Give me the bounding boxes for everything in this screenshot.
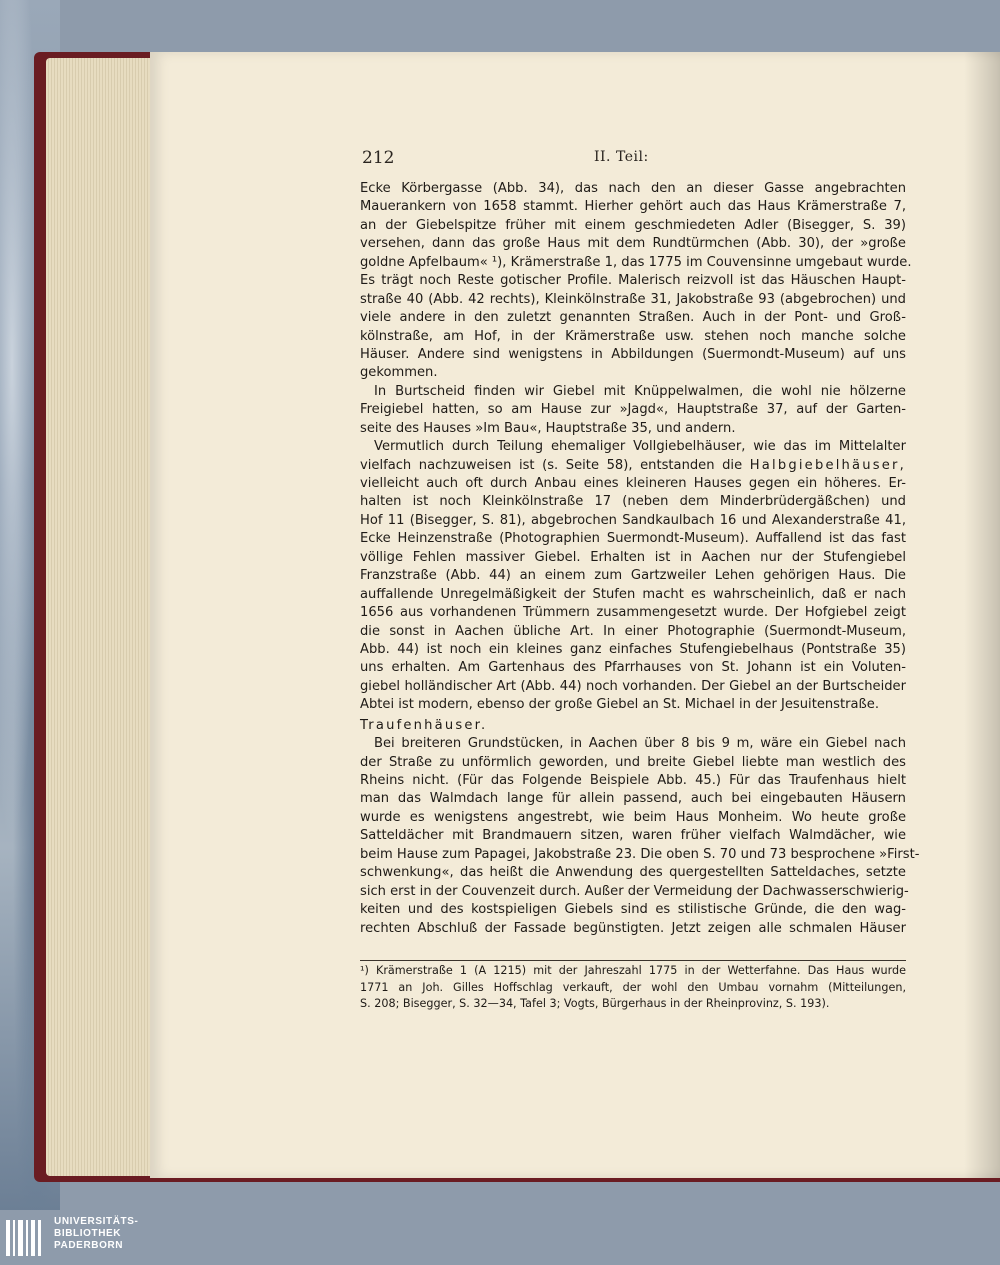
text-line: Ecke Heinzenstraße (Photographien Suermondt-Museum). Auffallend ist das fast xyxy=(360,531,906,547)
text-line: an der Giebelspitze früher mit einem geschmiedeten Adler (Bisegger, S. 39) xyxy=(360,217,906,233)
text-line: völlige Fehlen massiver Giebel. Erhalten ist in Aachen nur der Stufengiebel xyxy=(360,549,906,565)
page-stack xyxy=(46,58,156,1176)
text-line: Hof 11 (Bisegger, S. 81), abgebrochen Sandkaulbach 16 und Alexanderstraße 41, xyxy=(360,512,906,528)
text-line: uns erhalten. Am Gartenhaus des Pfarrhauses von St. Johann ist ein Voluten- xyxy=(360,660,906,676)
library-name-line: UNIVERSITÄTS- xyxy=(54,1216,139,1227)
text-line: Freigiebel hatten, so am Hause zur »Jagd«, Hauptstraße 37, auf der Garten- xyxy=(360,402,906,418)
text-line: rechten Abschluß der Fassade begünstigten. Jetzt zeigen alle schmalen Häuser xyxy=(360,920,906,936)
text-line xyxy=(360,457,906,475)
text-line: wurde es wenigstens angestrebt, wie beim Haus Monheim. Wo heute große xyxy=(360,809,906,825)
page-gutter-shadow xyxy=(964,52,1000,1178)
text-line: man das Walmdach lange für allein passend, auch bei eingebauten Häusern xyxy=(360,791,906,807)
text-line: sich erst in der Couvenzeit durch. Außer der Vermeidung der Dachwasserschwierig- xyxy=(360,883,909,899)
footnote-line: ¹) Krämerstraße 1 (A 1215) mit der Jahreszahl 1775 in der Wetterfahne. Das Haus wurde xyxy=(360,964,906,977)
section-heading xyxy=(360,717,906,735)
text-line: vielleicht auch oft durch Anbau eines kleineren Hauses gegen ein höheres. Er- xyxy=(360,476,906,491)
text-line: Bei breiteren Grundstücken, in Aachen über 8 bis 9 m, wäre ein Giebel nach xyxy=(374,736,906,752)
body-text xyxy=(360,180,920,938)
text-line: kölnstraße, am Hof, in der Krämerstraße usw. stehen noch manche solche xyxy=(360,328,906,344)
text-line: Häuser. Andere sind wenigstens in Abbildungen (Suermondt-Museum) auf uns xyxy=(360,346,906,362)
text-line: goldne Apfelbaum« ¹), Krämerstraße 1, das 1775 im Couvensinne umgebaut wurde. xyxy=(360,254,912,270)
text-line: giebel holländischer Art (Abb. 44) noch vorhanden. Der Giebel an der Burtscheider xyxy=(360,678,906,694)
text-line: Franzstraße (Abb. 44) an einem zum Gartzweiler Lehen gehörigen Haus. Die xyxy=(360,568,906,584)
library-barcode-icon xyxy=(6,1218,46,1258)
text-line: Mauerankern von 1658 stammt. Hierher gehört auch das Haus Krämerstraße 7, xyxy=(360,199,906,215)
running-head-title: II. Teil: xyxy=(594,149,649,165)
text-line: gekommen. xyxy=(360,365,438,381)
text-line: viele andere in den zuletzt genannten Straßen. Auch in der Pont- und Groß- xyxy=(360,310,906,326)
text-line: In Burtscheid finden wir Giebel mit Knüppelwalmen, die wohl nie hölzerne xyxy=(374,383,906,399)
text-line: Es trägt noch Reste gotischer Profile. Malerisch reizvoll ist das Häuschen Haupt- xyxy=(360,273,906,289)
spaced-term-halbgiebelhaeuser: Halbgiebelhäuser, xyxy=(749,457,906,473)
library-name xyxy=(54,1216,138,1252)
text-line: Rheins nicht. (Für das Folgende Beispiele Abb. 45.) Für das Traufenhaus hielt xyxy=(360,773,906,788)
text-fragment: vielfach nachzuweisen ist (s. Seite 58), entstanden die xyxy=(360,457,743,473)
page-number: 212 xyxy=(362,148,395,168)
library-logo xyxy=(6,1214,166,1260)
text-line: keiten und des kostspieligen Giebels sind es stilistische Gründe, die den wag- xyxy=(360,902,906,918)
text-line: auffallende Unregelmäßigkeit der Stufen macht es wahrscheinlich, daß er nach xyxy=(360,586,906,602)
text-line: Ecke Körbergasse (Abb. 34), das nach den an dieser Gasse angebrachten xyxy=(360,181,906,196)
text-line: die sonst in Aachen übliche Art. In einer Photographie (Suermondt-Museum, xyxy=(360,623,906,639)
footnote-line: S. 208; Bisegger, S. 32—34, Tafel 3; Vogts, Bürgerhaus in der Rheinprovinz, S. 193). xyxy=(360,997,830,1010)
text-line: versehen, dann das große Haus mit dem Rundtürmchen (Abb. 30), der »große xyxy=(360,236,906,252)
text-line: schwenkung«, das heißt die Anwendung des quergestellten Satteldaches, setzte xyxy=(360,865,906,881)
running-head xyxy=(362,148,908,170)
text-line: Abb. 44) ist noch ein kleines ganz einfaches Stufengiebelhaus (Pontstraße 35) xyxy=(360,641,906,657)
footnote-rule xyxy=(360,960,906,961)
text-line: Satteldächer mit Brandmauern sitzen, waren früher vielfach Walmdächer, wie xyxy=(360,828,906,844)
footnote-line: 1771 an Joh. Gilles Hoffschlag verkauft, der wohl den Umbau vornahm (Mitteilungen, xyxy=(360,980,906,994)
footnote xyxy=(360,963,906,1013)
text-line: 1656 aus vorhandenen Trümmern zusammengesetzt wurde. Der Hofgiebel zeigt xyxy=(360,605,906,621)
library-name-line: BIBLIOTHEK xyxy=(54,1228,122,1239)
text-line: der Straße zu unförmlich geworden, und breite Giebel liebte man westlich des xyxy=(360,754,906,770)
text-line: beim Hause zum Papagei, Jakobstraße 23. Die oben S. 70 und 73 besprochene »First- xyxy=(360,846,920,862)
text-line: Vermutlich durch Teilung ehemaliger Vollgiebelhäuser, wie das im Mittelalter xyxy=(374,439,906,455)
spaced-term-traufenhaeuser: Traufenhäuser. xyxy=(360,717,488,733)
text-line: halten ist noch Kleinkölnstraße 17 (neben dem Minderbrüdergäßchen) und xyxy=(360,494,906,510)
text-line: straße 40 (Abb. 42 rechts), Kleinkölnstraße 31, Jakobstraße 93 (abgebrochen) und xyxy=(360,291,906,307)
library-name-line: PADERBORN xyxy=(54,1240,124,1251)
text-line: Abtei ist modern, ebenso der große Giebel an St. Michael in der Jesuitenstraße. xyxy=(360,697,880,713)
text-line: seite des Hauses »Im Bau«, Hauptstraße 35, und andern. xyxy=(360,420,736,436)
